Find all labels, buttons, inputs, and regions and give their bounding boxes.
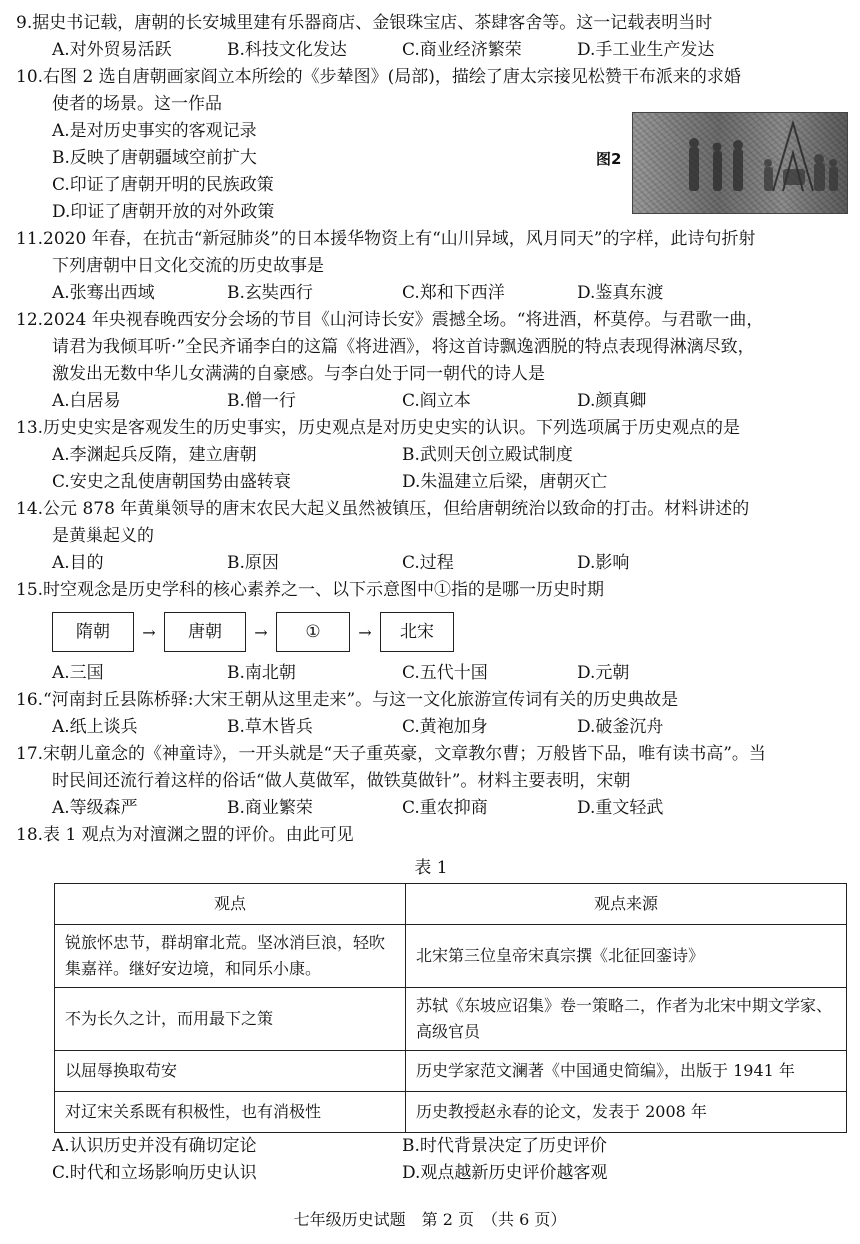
timeline-box-tang: 唐朝: [164, 612, 246, 652]
question-10-body: [16, 118, 846, 226]
exam-page: [16, 10, 846, 1187]
question-14: [16, 496, 846, 577]
option-b: B.科技文化发达: [227, 40, 347, 60]
option-a: A.三国: [52, 663, 104, 683]
timeline-box-song: 北宋: [380, 612, 454, 652]
question-9: [16, 10, 846, 64]
option-d: D.印证了唐朝开放的对外政策: [52, 202, 275, 222]
question-15: [16, 577, 846, 687]
options-row: [16, 442, 846, 469]
question-stem-cont: 激发出无数中华儿女满满的自豪感。与李白处于同一朝代的诗人是: [52, 364, 545, 384]
option-d: D.影响: [577, 553, 630, 573]
option-c: C.阎立本: [402, 391, 471, 411]
timeline-diagram: [52, 604, 846, 660]
table-cell: 北宋第三位皇帝宋真宗撰《北征回銮诗》: [406, 925, 847, 988]
question-stem-cont: 是黄巢起义的: [52, 526, 154, 546]
question-stem: 12.2024 年央视春晚西安分会场的节目《山河诗长安》震撼全场。“将进酒，杯莫停。与君歌一曲，: [16, 310, 764, 330]
table-cell: 锐旅怀忠节，群胡窜北荒。坚冰消巨浪，轻吹集嘉祥。继好安边境，和同乐小康。: [55, 925, 406, 988]
option-d: D.手工业生产发达: [577, 40, 715, 60]
option-b: B.草木皆兵: [227, 717, 313, 737]
option-d: D.重文轻武: [577, 798, 664, 818]
table-cell: 历史教授赵永春的论文，发表于 2008 年: [406, 1092, 847, 1133]
arrow-icon: →: [142, 622, 156, 642]
question-stem: 13.历史史实是客观发生的历史事实，历史观点是对历史史实的认识。下列选项属于历史观点的是: [16, 418, 741, 438]
option-d: D.观点越新历史评价越客观: [402, 1163, 608, 1183]
question-stem-cont: 时民间还流行着这样的俗话“做人莫做军，做铁莫做针”。材料主要表明，宋朝: [52, 771, 631, 791]
table-cell: 对辽宋关系既有积极性，也有消极性: [55, 1092, 406, 1133]
question-13: [16, 415, 846, 496]
options-row: [16, 37, 846, 64]
option-a: A.是对历史事实的客观记录: [52, 121, 257, 141]
options-row: [16, 550, 846, 577]
question-17: [16, 741, 846, 822]
table-row: [55, 1051, 847, 1092]
question-stem: 18.表 1 观点为对澶渊之盟的评价。由此可见: [16, 825, 354, 845]
options-row: [16, 1160, 846, 1187]
figure-label: 图2: [596, 150, 622, 168]
question-stem: 11.2020 年春，在抗击“新冠肺炎”的日本援华物资上有“山川异域，风月同天”的字样，此诗句折射: [16, 229, 756, 249]
option-b: B.反映了唐朝疆域空前扩大: [52, 148, 257, 168]
option-b: B.武则天创立殿试制度: [402, 445, 573, 465]
option-c: C.安史之乱使唐朝国势由盛转衰: [52, 472, 291, 492]
option-c: C.黄袍加身: [402, 717, 488, 737]
option-c: C.商业经济繁荣: [402, 40, 522, 60]
table-row: [55, 925, 847, 988]
question-stem: 16.“河南封丘县陈桥驿:大宋王朝从这里走来”。与这一文化旅游宣传词有关的历史典故是: [16, 690, 679, 710]
question-stem-cont: 下列唐朝中日文化交流的历史故事是: [52, 256, 324, 276]
options-row: [16, 469, 846, 496]
options-column: [52, 118, 274, 226]
question-stem: 10.右图 2 选自唐朝画家阎立本所绘的《步辇图》(局部)，描绘了唐太宗接见松赞干布派来的求婚: [16, 67, 741, 87]
options-row: [16, 714, 846, 741]
figure-2: [596, 112, 846, 220]
option-d: D.朱温建立后梁，唐朝灭亡: [402, 472, 608, 492]
option-b: B.僧一行: [227, 391, 296, 411]
question-11: [16, 226, 846, 307]
timeline-box-sui: 隋朝: [52, 612, 134, 652]
viewpoint-table: [54, 883, 847, 1133]
arrow-icon: →: [358, 622, 372, 642]
page-footer: 七年级历史试题 第 2 页 （共 6 页）: [293, 1210, 567, 1229]
option-c: C.五代十国: [402, 663, 488, 683]
question-stem: 15.时空观念是历史学科的核心素养之一、以下示意图中①指的是哪一历史时期: [16, 580, 605, 600]
timeline-box-blank: ①: [276, 612, 350, 652]
option-b: B.原因: [227, 553, 279, 573]
option-b: B.南北朝: [227, 663, 296, 683]
table-row: [55, 988, 847, 1051]
table-header-row: [55, 884, 847, 925]
option-d: D.鉴真东渡: [577, 283, 664, 303]
question-stem: 9.据史书记载，唐朝的长安城里建有乐器商店、金银珠宝店、茶肆客舍等。这一记载表明当时: [16, 13, 713, 33]
options-row: [16, 280, 846, 307]
options-row: [16, 660, 846, 687]
option-d: D.元朝: [577, 663, 630, 683]
option-a: A.李渊起兵反隋，建立唐朝: [52, 445, 257, 465]
option-c: C.郑和下西洋: [402, 283, 505, 303]
table-title: 表 1: [414, 858, 448, 878]
option-a: A.纸上谈兵: [52, 717, 138, 737]
question-stem: 17.宋朝儿童念的《神童诗》，一开头就是“天子重英豪，文章教尔曹；万般皆下品，唯有读书高”。当: [16, 744, 766, 764]
question-stem-cont: 使者的场景。这一作品: [52, 94, 222, 114]
arrow-icon: →: [254, 622, 268, 642]
question-16: [16, 687, 846, 741]
question-18: [16, 822, 846, 1187]
option-a: A.认识历史并没有确切定论: [52, 1136, 257, 1156]
option-b: B.玄奘西行: [227, 283, 313, 303]
table-header: 观点: [55, 884, 406, 925]
option-b: B.商业繁荣: [227, 798, 313, 818]
options-row: [16, 388, 846, 415]
option-c: C.过程: [402, 553, 454, 573]
option-c: C.重农抑商: [402, 798, 488, 818]
options-row: [16, 1133, 846, 1160]
table-row: [55, 1092, 847, 1133]
table-cell: 不为长久之计，而用最下之策: [55, 988, 406, 1051]
option-c: C.时代和立场影响历史认识: [52, 1163, 257, 1183]
question-12: [16, 307, 846, 415]
question-stem-cont: 请君为我倾耳听·”全民齐诵李白的这篇《将进酒》，将这首诗飘逸洒脱的特点表现得淋漓尽致，: [52, 337, 755, 357]
option-a: A.等级森严: [52, 798, 138, 818]
table-cell: 苏轼《东坡应诏集》卷一策略二，作者为北宋中期文学家、高级官员: [406, 988, 847, 1051]
question-stem: 14.公元 878 年黄巢领导的唐末农民大起义虽然被镇压，但给唐朝统治以致命的打击。材料讲述的: [16, 499, 750, 519]
table-cell: 历史学家范文澜著《中国通史简编》，出版于 1941 年: [406, 1051, 847, 1092]
table-header: 观点来源: [406, 884, 847, 925]
option-a: A.张骞出西域: [52, 283, 155, 303]
options-row: [16, 795, 846, 822]
option-b: B.时代背景决定了历史评价: [402, 1136, 607, 1156]
option-a: A.目的: [52, 553, 104, 573]
option-a: A.白居易: [52, 391, 121, 411]
option-d: D.颜真卿: [577, 391, 647, 411]
option-d: D.破釜沉舟: [577, 717, 664, 737]
table-cell: 以屈辱换取苟安: [55, 1051, 406, 1092]
option-a: A.对外贸易活跃: [52, 40, 172, 60]
question-10: [16, 64, 846, 226]
option-c: C.印证了唐朝开明的民族政策: [52, 175, 274, 195]
painting-image: [632, 112, 848, 214]
